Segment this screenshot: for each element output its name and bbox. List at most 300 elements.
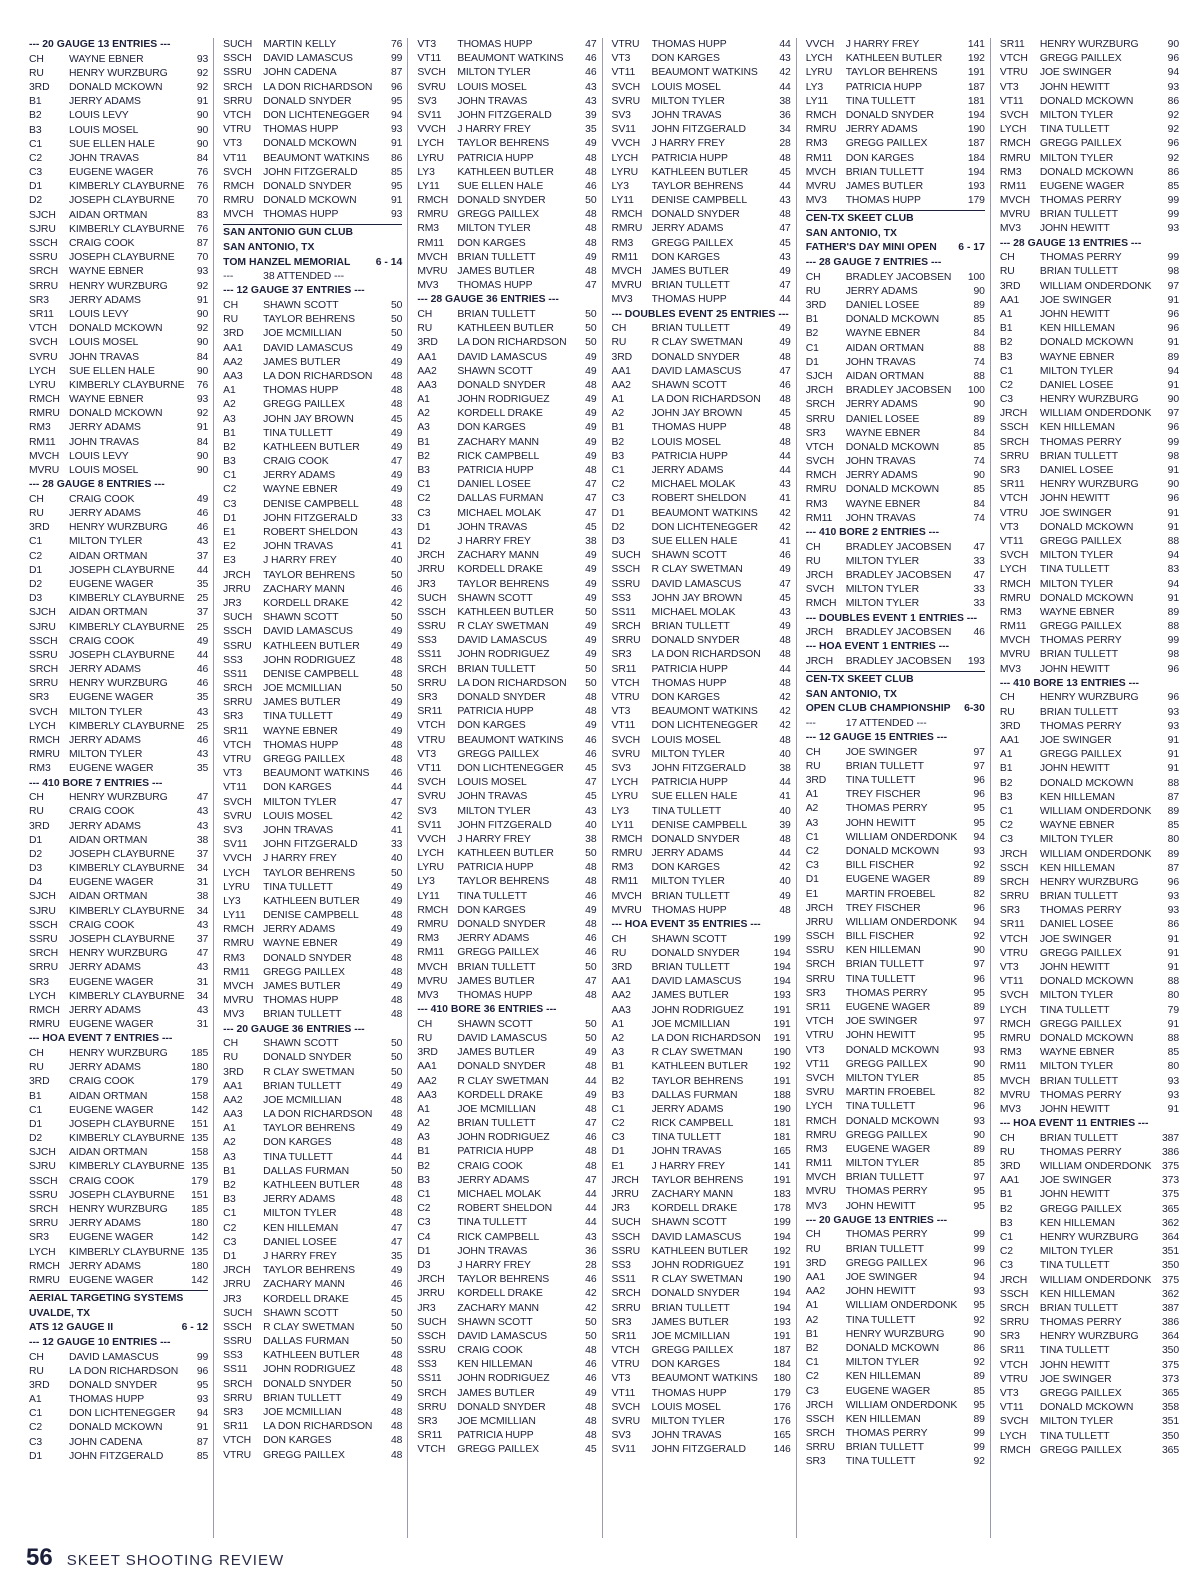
shooter-name: TINA TULLETT <box>1039 124 1110 136</box>
class-code: B1 <box>999 763 1013 775</box>
result-row <box>417 819 596 833</box>
score: 70 <box>196 252 209 264</box>
shooter-name: HENRY WURZBURG <box>1039 479 1139 491</box>
shooter-name: KATHLEEN BUTLER <box>263 640 360 652</box>
shooter-name: THOMAS PERRY <box>1039 436 1122 448</box>
result-row <box>1000 748 1179 762</box>
class-code: SRCH <box>223 81 253 93</box>
class-code: VTCH <box>223 109 252 121</box>
shooter-name: LOUIS MOSEL <box>651 734 721 746</box>
result-row <box>1000 1103 1179 1117</box>
page-number: 56 <box>26 1544 53 1571</box>
class-code: VTRU <box>611 39 640 50</box>
class-code: RU <box>999 706 1015 718</box>
shooter-name: DON KARGES <box>651 1359 720 1371</box>
shooter-name: JAMES BUTLER <box>651 990 729 1002</box>
result-row <box>806 152 985 166</box>
result-row <box>223 413 402 427</box>
result-row <box>417 634 596 648</box>
shooter-name: BEAUMONT WATKINS <box>263 768 370 780</box>
shooter-name: THOMAS PERRY <box>1039 635 1122 647</box>
shooter-name: GREGG PAILLEX <box>263 754 345 765</box>
score: 42 <box>779 862 791 874</box>
result-row <box>29 1146 208 1160</box>
shooter-name: JERRY ADAMS <box>69 294 141 306</box>
class-code: D1 <box>417 1245 431 1257</box>
result-row <box>223 498 402 512</box>
class-code: AA2 <box>223 356 243 368</box>
score: 43 <box>585 805 597 817</box>
shooter-name: DENISE CAMPBELL <box>263 498 359 510</box>
shooter-name: JERRY ADAMS <box>69 735 141 746</box>
result-row <box>223 1321 402 1335</box>
shooter-name: BRIAN TULLETT <box>845 166 924 178</box>
shooter-name: HENRY WURZBURG <box>69 792 168 804</box>
shooter-name: DONALD MCKOWN <box>1039 1402 1134 1414</box>
result-row <box>806 1328 985 1342</box>
result-row <box>612 1358 791 1372</box>
class-code: VT11 <box>999 95 1024 107</box>
shooter-name: BEAUMONT WATKINS <box>651 507 758 519</box>
shooter-name: DONALD MCKOWN <box>1039 976 1134 988</box>
class-code: SVRU <box>29 351 58 363</box>
shooter-name: LA DON RICHARDSON <box>457 677 567 689</box>
score: 50 <box>390 683 403 695</box>
shooter-name: KORDELL DRAKE <box>263 1293 349 1305</box>
score: 49 <box>585 436 597 448</box>
club-name: AERIAL TARGETING SYSTEMS <box>29 1290 208 1307</box>
result-row <box>612 123 791 137</box>
shooter-name: JAMES BUTLER <box>457 1387 535 1399</box>
score: 88 <box>1167 976 1180 988</box>
class-code: SRCH <box>805 959 835 971</box>
result-row <box>223 1094 402 1108</box>
score: 90 <box>196 124 209 136</box>
result-row <box>612 237 791 251</box>
score: 48 <box>390 1009 403 1021</box>
result-row <box>612 1075 791 1089</box>
result-row <box>417 975 596 989</box>
shooter-name: DONALD MCKOWN <box>845 1044 940 1056</box>
result-row <box>1000 95 1179 109</box>
shooter-name: KIMBERLY CLAYBURNE <box>69 621 185 633</box>
score: 88 <box>973 342 985 354</box>
score: 49 <box>585 578 597 590</box>
class-code: RM3 <box>999 606 1022 618</box>
score: 33 <box>973 598 985 610</box>
shooter-name: BRIAN TULLETT <box>845 1172 924 1184</box>
score: 135 <box>191 1133 209 1145</box>
score: 38 <box>585 833 597 845</box>
class-code: AA1 <box>417 1061 437 1073</box>
class-code: LYRU <box>29 379 56 391</box>
result-row <box>223 180 402 194</box>
class-code: LY11 <box>417 180 440 192</box>
shooter-name: BEAUMONT WATKINS <box>651 67 758 79</box>
class-code: A2 <box>611 1032 625 1044</box>
result-row <box>29 1274 208 1288</box>
shooter-name: TINA TULLETT <box>845 1456 916 1468</box>
shooter-name: R CLAY SWETMAN <box>263 1321 355 1333</box>
shooter-name: JOHN FITZGERALD <box>69 1450 164 1462</box>
class-code: AA1 <box>805 1272 826 1283</box>
class-code: C3 <box>29 167 43 179</box>
score: 193 <box>773 990 791 1002</box>
score: 90 <box>973 945 985 957</box>
shooter-name: MILTON TYLER <box>457 223 531 235</box>
score: 141 <box>773 1160 791 1172</box>
shooter-name: DALLAS FURMAN <box>263 1165 350 1177</box>
class-code: RU <box>611 947 627 959</box>
result-row <box>223 611 402 625</box>
score: 48 <box>585 692 597 704</box>
score: 42 <box>390 810 403 822</box>
shooter-name: DAVID LAMASCUS <box>457 1330 547 1342</box>
class-code: RU <box>223 314 238 326</box>
class-code: C3 <box>805 1385 819 1397</box>
result-row <box>417 1131 596 1145</box>
class-code: SSRU <box>805 945 835 957</box>
shooter-name: DONALD SNYDER <box>651 351 740 363</box>
score: 43 <box>779 479 791 491</box>
result-row <box>806 413 985 427</box>
event-header: --- 28 GAUGE 13 ENTRIES --- <box>999 237 1142 249</box>
class-code: JR3 <box>223 1293 242 1305</box>
result-row <box>1000 1359 1179 1373</box>
score: 48 <box>585 1103 597 1115</box>
score: 50 <box>390 867 403 879</box>
class-code: D1 <box>29 564 43 576</box>
class-code: A1 <box>417 1103 430 1115</box>
shooter-name: TINA TULLETT <box>263 711 333 723</box>
class-code: C3 <box>999 834 1013 846</box>
score: 86 <box>390 152 403 164</box>
score: 50 <box>390 569 403 581</box>
score: 89 <box>1167 351 1180 363</box>
shooter-name: DONALD MCKOWN <box>69 1422 163 1434</box>
class-code: D2 <box>29 848 43 860</box>
class-code: CH <box>999 1132 1015 1144</box>
shooter-name: DANIEL LOSEE <box>457 479 531 491</box>
score: 45 <box>779 166 791 178</box>
score: 135 <box>191 1246 209 1258</box>
score: 46 <box>585 180 597 192</box>
result-row <box>223 739 402 753</box>
club-location: SAN ANTONIO, TX <box>805 688 897 700</box>
score: 49 <box>196 635 209 647</box>
event-header: --- 12 GAUGE 10 ENTRIES --- <box>29 1336 171 1348</box>
class-code: A1 <box>611 394 625 406</box>
result-row <box>1000 1089 1179 1103</box>
class-code: C1 <box>29 138 43 150</box>
shooter-name: R CLAY SWETMAN <box>651 564 743 576</box>
result-row <box>612 1231 791 1245</box>
result-row <box>223 767 402 781</box>
score: 90 <box>196 110 209 122</box>
result-row <box>806 1001 985 1015</box>
result-row <box>806 384 985 398</box>
result-row <box>1000 535 1179 549</box>
score: 49 <box>390 470 403 482</box>
result-row <box>612 975 791 989</box>
shooter-name: THOMAS HUPP <box>651 1387 727 1399</box>
class-code: RMRU <box>417 209 449 221</box>
class-code: SRRU <box>223 697 253 709</box>
class-code: D2 <box>29 578 43 590</box>
shooter-name: JERRY ADAMS <box>69 962 141 974</box>
class-code: SRRU <box>611 1302 641 1314</box>
shooter-name: JOE SWINGER <box>1039 294 1112 306</box>
result-row <box>29 649 208 663</box>
class-code: CH <box>29 792 44 804</box>
class-code: SRRU <box>805 973 835 985</box>
class-code: B2 <box>29 110 42 122</box>
shooter-name: GREGG PAILLEX <box>457 209 540 221</box>
score: 99 <box>1167 436 1180 448</box>
score: 93 <box>1167 223 1180 235</box>
shooter-name: PATRICIA HUPP <box>651 777 728 789</box>
class-code: LYCH <box>417 848 444 860</box>
score: 43 <box>585 81 597 93</box>
score: 43 <box>390 527 403 538</box>
shooter-name: KATHLEEN BUTLER <box>845 53 943 65</box>
class-code: SR11 <box>417 1430 443 1442</box>
result-row <box>612 507 791 521</box>
score: 373 <box>1161 1373 1180 1385</box>
class-code: RMCH <box>999 138 1031 150</box>
score: 44 <box>390 782 403 794</box>
score: 44 <box>196 649 209 661</box>
shooter-name: LOUIS MOSEL <box>457 777 527 789</box>
class-code: B2 <box>805 1342 819 1354</box>
shooter-name: DON KARGES <box>651 53 720 65</box>
score: 91 <box>1167 521 1180 533</box>
score: 49 <box>585 635 597 647</box>
score: 43 <box>585 1231 597 1243</box>
score: 91 <box>1167 933 1180 945</box>
result-row <box>806 1072 985 1086</box>
score: 99 <box>196 1351 209 1363</box>
score: 37 <box>196 550 209 562</box>
shooter-name: CRAIG COOK <box>69 919 135 931</box>
class-code: LYCH <box>805 1101 833 1113</box>
shooter-name: MICHAEL MOLAK <box>651 479 736 491</box>
class-code: B2 <box>999 777 1013 789</box>
score: 99 <box>973 1442 985 1454</box>
shooter-name: KIMBERLY CLAYBURNE <box>69 720 185 732</box>
score: 76 <box>196 167 209 179</box>
class-code: RM3 <box>29 763 51 775</box>
class-code: VTRU <box>611 1359 640 1371</box>
result-row <box>29 1018 208 1032</box>
result-row <box>612 1344 791 1358</box>
result-row <box>1000 706 1179 720</box>
shooter-name: WAYNE EBNER <box>69 394 144 406</box>
result-row <box>29 351 208 365</box>
shooter-name: DON KARGES <box>651 251 720 263</box>
score: 93 <box>973 1115 985 1127</box>
class-code: SRCH <box>29 664 59 676</box>
result-row <box>1000 1302 1179 1316</box>
score: 91 <box>1167 379 1180 391</box>
score: 38 <box>196 891 209 903</box>
score: 199 <box>773 933 791 945</box>
shooter-name: JOE MCMILLIAN <box>263 1407 342 1419</box>
score: 91 <box>1167 763 1180 775</box>
score: 49 <box>779 266 791 277</box>
shooter-name: GREGG PAILLEX <box>1039 1444 1122 1456</box>
result-row <box>223 1335 402 1349</box>
score: 46 <box>196 664 209 676</box>
class-code: B3 <box>999 1217 1013 1229</box>
result-row <box>1000 1004 1179 1018</box>
score: 181 <box>967 95 985 107</box>
class-code: MV3 <box>999 1103 1021 1115</box>
score: 49 <box>585 1387 597 1399</box>
result-row <box>806 1143 985 1157</box>
class-code: SVCH <box>805 456 835 468</box>
class-code: SVCH <box>999 109 1029 121</box>
score: 375 <box>1161 1161 1180 1173</box>
score: 97 <box>973 959 985 971</box>
result-row <box>29 691 208 705</box>
result-row <box>223 1165 402 1179</box>
class-code: LYRU <box>611 166 639 178</box>
score: 178 <box>773 1203 791 1215</box>
class-code: E3 <box>223 555 236 567</box>
score: 44 <box>779 465 791 477</box>
event-header: --- 20 GAUGE 13 ENTRIES --- <box>29 39 171 50</box>
result-row <box>806 1228 985 1242</box>
score: 50 <box>585 663 597 675</box>
shooter-name: AIDAN ORTMAN <box>69 607 148 619</box>
score: 43 <box>585 95 597 107</box>
result-row <box>612 677 791 691</box>
score: 92 <box>196 280 209 292</box>
shooter-name: PATRICIA HUPP <box>651 663 728 675</box>
shooter-name: SUE ELLEN HALE <box>69 365 155 377</box>
shooter-name: THOMAS HUPP <box>263 995 339 1007</box>
result-row <box>806 1200 985 1214</box>
class-code: SSCH <box>223 626 252 638</box>
shooter-name: KORDELL DRAKE <box>457 564 543 576</box>
shooter-name: GREGG PAILLEX <box>457 1444 540 1456</box>
score: 36 <box>779 109 791 121</box>
score: 48 <box>779 904 791 916</box>
score: 49 <box>390 697 403 709</box>
score: 194 <box>967 109 985 121</box>
shooter-name: DONALD MCKOWN <box>263 195 357 207</box>
shooter-name: ZACHARY MANN <box>457 550 539 562</box>
result-row <box>223 1207 402 1221</box>
score: 192 <box>773 1061 791 1073</box>
shooter-name: TREY FISCHER <box>845 789 921 801</box>
class-code: SV3 <box>223 824 243 836</box>
class-code: RMCH <box>29 1260 60 1272</box>
score: 191 <box>773 1004 791 1016</box>
class-code: CH <box>805 271 821 283</box>
shooter-name: JOHN FITZGERALD <box>263 512 358 524</box>
shooter-name: JOSEPH CLAYBURNE <box>69 252 175 264</box>
score: 49 <box>585 550 597 562</box>
score: 188 <box>773 1089 791 1101</box>
class-code: B3 <box>29 124 42 136</box>
result-row <box>1000 478 1179 492</box>
class-code: LYRU <box>223 881 250 893</box>
shooter-name: LOUIS LEVY <box>69 308 129 320</box>
result-row <box>417 507 596 521</box>
class-code: MVCH <box>223 209 254 221</box>
class-code: A2 <box>611 408 625 420</box>
score: 90 <box>196 337 209 349</box>
result-row <box>806 427 985 441</box>
class-code: VT3 <box>223 768 242 780</box>
class-code: SRRU <box>29 678 59 690</box>
score: 48 <box>390 1194 403 1206</box>
score: 85 <box>1167 180 1180 192</box>
class-code: SRCH <box>29 266 59 278</box>
result-row <box>612 592 791 606</box>
result-row <box>806 717 985 731</box>
class-code: C3 <box>999 394 1013 406</box>
score: 48 <box>585 1146 597 1158</box>
shooter-name: KATHLEEN BUTLER <box>263 1350 360 1362</box>
result-row <box>417 1117 596 1131</box>
class-code: C1 <box>29 1408 43 1420</box>
class-code: SR3 <box>611 1316 632 1328</box>
score: 46 <box>585 933 597 945</box>
class-code: SS3 <box>417 635 437 647</box>
result-row <box>223 1051 402 1065</box>
score: 49 <box>585 621 597 633</box>
class-code: C2 <box>999 1246 1013 1258</box>
shooter-name: JOE SWINGER <box>845 746 918 758</box>
shooter-name: KATHLEEN BUTLER <box>263 441 360 453</box>
result-row <box>223 1151 402 1165</box>
shooter-name: EUGENE WAGER <box>845 1143 931 1155</box>
class-code: VTRU <box>611 692 640 704</box>
result-row <box>223 1434 402 1448</box>
shooter-name: SHAWN SCOTT <box>263 1307 339 1319</box>
score: 48 <box>585 1416 597 1427</box>
shooter-name: WAYNE EBNER <box>69 53 144 65</box>
result-row <box>29 265 208 279</box>
shooter-name: DAVID LAMASCUS <box>457 351 547 363</box>
result-row <box>612 436 791 450</box>
result-row <box>612 293 791 307</box>
result-row <box>223 109 402 123</box>
shooter-name: JOHN HEWITT <box>1039 1359 1110 1371</box>
shooter-name: JOHN CADENA <box>263 67 337 79</box>
score: 91 <box>196 294 209 306</box>
result-row <box>29 421 208 435</box>
club-name: CEN-TX SKEET CLUB <box>806 671 985 688</box>
class-code: MVRU <box>999 1089 1031 1101</box>
shooter-name: HENRY WURZBURG <box>1039 394 1139 406</box>
shoot-title <box>806 241 985 256</box>
class-code: RMRU <box>223 938 254 950</box>
shooter-name: TINA TULLETT <box>263 1151 333 1163</box>
class-code: A1 <box>999 308 1013 320</box>
shooter-name: JOHN RODRIGUEZ <box>651 1004 744 1016</box>
class-code: B3 <box>611 1089 625 1101</box>
shooter-name: AIDAN ORTMAN <box>69 891 148 903</box>
score: 38 <box>585 535 597 547</box>
shooter-name: ZACHARY MANN <box>263 583 345 595</box>
shooter-name: EUGENE WAGER <box>69 1232 154 1244</box>
score: 49 <box>585 564 597 576</box>
shooter-name: JERRY ADAMS <box>845 124 918 136</box>
